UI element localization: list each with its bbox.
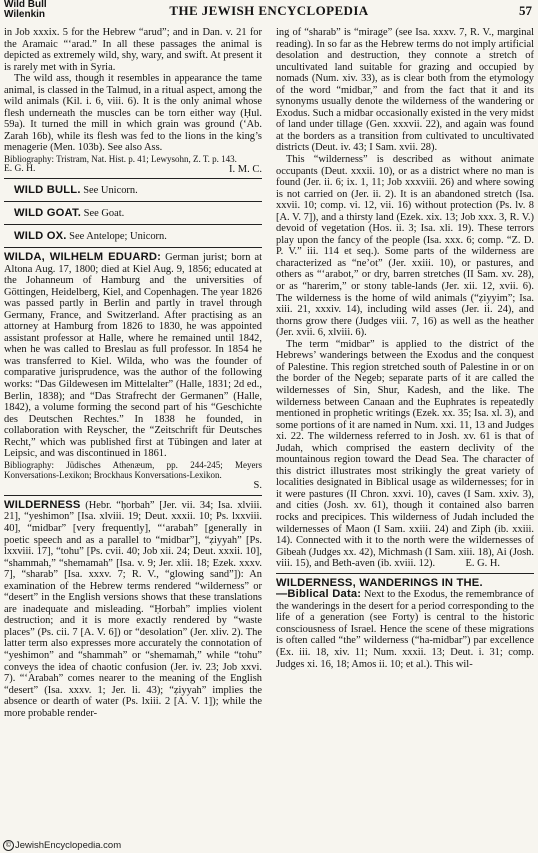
- signature: E. G. H.: [465, 558, 500, 570]
- entry-text: (Hebr. “ḥorbah” [Jer. vii. 34; Isa. xlviii. 21], “yeshimon” [Isa. xlviii. 19; Deut. xxxii. 10; Ps. lxxviii. 40], “midbar” [very frequently], “‘arabah” [generally in poetic speech and as a parallel to “midbar”], “ẓiyyah” [Ps. lxxviii. 17], “tohu” [Ps. cvii. 40; Job xii. 24; Deut. xxxii. 10], “shammah,” “shemamah” [Isa. v. 9; Jer. xlii. 18; Ezek. xxxv. 7], “sharab” [Isa. xxxv. 7; R. V., “glowing sand”]): An examination of the Hebrew terms rendered “wilderness” or “desert” in the English versions shows that these translations are inadequate and misleading. “Ḥorbah” implies violent destruction; and it is more exactly rendered by “waste places” (Ps. cii. 7 [A. V. 6]) or “desolation” (Jer. xliv. 2). The latter term also expresses more accurately the connotation of “yeshimon” and “shammah” or “shemamah,” while “tohu” conveys the idea of chaotic confusion (Jer. iv. 23; Job xxvi. 7). “‘Arabah” comes nearer to the meaning of the English “desert” (Isa. xxxv. 1; Jer. li. 43); “ẓiyyah” implies the absence or dearth of water (Ps. lxiii. 2 [A. V. 1]); while the more probable render-: [4, 499, 262, 719]
- guide-word-bottom: Wilenkin: [4, 9, 46, 20]
- page-header: [0, 0, 538, 24]
- cross-ref-link[interactable]: See Antelope; Unicorn.: [69, 231, 167, 243]
- section-divider: [276, 573, 534, 574]
- bibliography-wild-ass: Bibliography: Tristram, Nat. Hist. p. 41; Lewysohn, Z. T. p. 143.: [4, 154, 237, 165]
- right-column: [276, 27, 534, 670]
- copyright-icon: ©: [3, 840, 14, 851]
- cross-ref-link[interactable]: See Goat.: [83, 208, 125, 220]
- section-divider: [4, 178, 262, 179]
- entry-text: The term “midbar” is applied to the district of the Hebrews’ wanderings between the Exodus and the conquest of Palestine. This region stretched south of Palestine in or on the border of the Negeb; separate parts of it are called the wildernesses of Sin, Shur, Kadesh, and the like. The wilderness between Canaan and the Euphrates is repeatedly mentioned in prophetic writings (Ezek. xx. 35; Isa. xl. 3), and some portions of it are named in Num. xxi. 11, 13 and Judges xi. 22. The wilderness referred to in Josh. xv. 61 is that of Judah, which comprised the eastern declivity of the mountainous region toward the Dead Sea. The character of this district illustrates most strikingly the great variety of localities designated in Biblical usage as wildernesses; for in it were pastures (II Chron. xxvi. 10), caves (I Sam. xxiv. 3), and cities (Josh. xv. 61), though it contained also barren rocks and precipices. This wilderness of Judah included the wildernesses of Maon (I Sam. xxiii. 24) and Ziph (ib. xxiii. 14). Connected with it to the north were the wildernesses of Gibeah (Judges xx. 42), Michmash (I Sam. xiii. 18), Ai (Josh. viii. 15), and Beth-aven (ib. xviii. 12).: [276, 338, 534, 570]
- entry-text: German jurist; born at Altona Aug. 17, 1800; died at Kiel Aug. 9, 1856; educated at the Johanneum of Hamburg and the universities of Göttingen, Heidelberg, Kiel, and Copenhagen. The year 1826 was passed partly in Berlin and partly in travel through Germany, France, and Switzerland. After practising as an attorney at Hamburg from 1826 to 1830, he was appointed assistant professor at Halle, where he remained until 1842, when he was called to Breslau as full professor. In 1854 he was transferred to Kiel. Wilda, who was the founder of comparative jurisprudence, was the author of the following works: “Das Gildewesen im Mittelalter” (Halle, 1831; 2d ed., Berlin, 1838); and “Das Strafrecht der Germanen” (Halle, 1842), a volume forming the second part of his “Geschichte des Deutschen Rechtes.” In 1838 he founded, in collaboration with Reyscher, the “Zeitschrift für Deutsches Recht,” which was published first at Tübingen and later at Leipsic, and was discontinued in 1861.: [4, 252, 263, 460]
- wild-ass-continuation: in Job xxxix. 5 for the Hebrew “arud”; and in Dan. v. 21 for the Aramaic “‘arad.” In all these passages the animal is depicted as extremely wild, shy, wary, and swift. At present it is rarely met with in Syria.: [4, 27, 262, 73]
- entry-heading: WILDA, WILHELM EDUARD:: [4, 251, 162, 264]
- entry-heading: WILD BULL.: [14, 184, 81, 197]
- cross-ref-link[interactable]: See Unicorn.: [83, 185, 138, 197]
- section-divider: [4, 495, 262, 496]
- bibliography-wilda: Bibliography: Jüdisches Athenæum, pp. 244-245; Meyers Konversations-Lexikon; Brockhaus Konversations-Lexikon.: [4, 459, 262, 480]
- signature-row: [4, 164, 262, 175]
- wild-ass-talmud-paragraph: The wild ass, though it resembles in appearance the tame animal, is classed in the Talmud, in a ritual aspect, among the wild animals (Kil. i. 6, viii. 6). It is the only animal whose flesh underneath the muscles can be torn either way (Ḥul. 59a). It turned the mill in which grain was ground (‘Ab. Zarah 16b), while its flesh was fed to the lions in the king’s menagerie (Men. 103b). See also Ass.: [4, 73, 262, 154]
- cross-ref-wild-ox: [4, 229, 262, 244]
- wilderness-description-paragraph: This “wilderness” is described as without animate occupants (Deut. xxxii. 10), or as a district where no man is found (Jer. ii. 6; ix. 1, 11; Job xxxviii. 26) and where sowing is not carried on (Jer. ii. 2). It is an abandoned stretch (Isa. xxvii. 10; comp. vi. 12, vii. 16) without protection (Ps. lv. 8 [A. V. 7]), and a thirsty land (Ezek. xix. 13; Job xxx. 3, R. V.) devoid of vegetation (Hos. ii. 3; Isa. xli. 19). These terrors play upon the fancy of the people (Isa. xxx. 6; comp. “Z. D. P. V.” iii. 114 et seq.). Some parts of the wilderness are characterized as “ne’ot” (Jer. xxiii. 10), or pastures, and others as “‘arabot,” or dry, barren stretches (II Sam. xv. 28), or as “harerim,” or stony table-lands (Jer. xii. 12, xvii. 6). The wilderness is the home of wild animals (“ẓiyyim”; Isa. xiii. 21, xxxiv. 14), including wild asses (Jer. ii. 24), and thorns grow there (Judges viii. 7, 16) as well as the heather (Jer. xvii. 6, xlviii. 6).: [276, 154, 534, 339]
- author-initials: I. M. C.: [229, 164, 262, 176]
- page-footer: [3, 840, 121, 851]
- section-divider: [4, 224, 262, 225]
- section-divider: [4, 247, 262, 248]
- wilderness-continuation: ing of “sharab” is “mirage” (see Isa. xxxv. 7, R. V., marginal reading). In so far as the Hebrew terms do not imply artificial desolation and destruction, they connote a stretch of uncultivated land suitable for grazing and occupied by nomads (Num. xiv. 33), as is clear both from the etymology of the word “midbar,” and from the fact that it and its synonyms usually denote the wilderness of the wandering or Exodus. Such a midbar occasionally existed in the very midst of land under tillage (Gen. xxxvii. 22), and again was found at the borders as a transition from cultivated to uncultivated districts (Deut. iv. 43; I Sam. xvii. 28).: [276, 27, 534, 154]
- signature: S.: [253, 479, 262, 491]
- wanderings-entry: [276, 578, 534, 670]
- page-number: 57: [519, 3, 532, 18]
- editor-initials: E. G. H.: [4, 164, 36, 175]
- entry-heading: WILDERNESS, WANDERINGS IN THE.: [276, 576, 483, 589]
- guide-word-top: Wild Bull: [4, 0, 47, 10]
- wilderness-midbar-paragraph: [276, 339, 534, 570]
- entry-heading: WILDERNESS: [4, 498, 81, 511]
- entry-heading: WILD GOAT.: [14, 207, 82, 220]
- entry-heading: WILD OX.: [14, 230, 67, 243]
- site-name[interactable]: JewishEncyclopedia.com: [15, 840, 122, 851]
- wilda-entry: [4, 252, 262, 460]
- cross-ref-wild-goat: [4, 206, 262, 221]
- entry-text: Next to the Exodus, the remembrance of the wanderings in the desert for a period corresponding to the life of a generation (see Forty) is central to the historic consciousness of Israel. Hence the scene of these migrations is often called “the” wilderness (“ha-midbar”) par excellence (Ex. iii. 18, xiv. 11; Num. xxxii. 13; Deut. i. 31; comp. Judges xi. 16, 18; Amos ii. 10; et al.). This wil-: [276, 589, 534, 670]
- left-column: [4, 27, 262, 719]
- section-divider: [4, 201, 262, 202]
- cross-ref-wild-bull: [4, 183, 262, 198]
- journal-title: THE JEWISH ENCYCLOPEDIA: [169, 3, 369, 18]
- wilderness-entry: [4, 500, 262, 719]
- entry-subheading: —Biblical Data:: [276, 588, 362, 601]
